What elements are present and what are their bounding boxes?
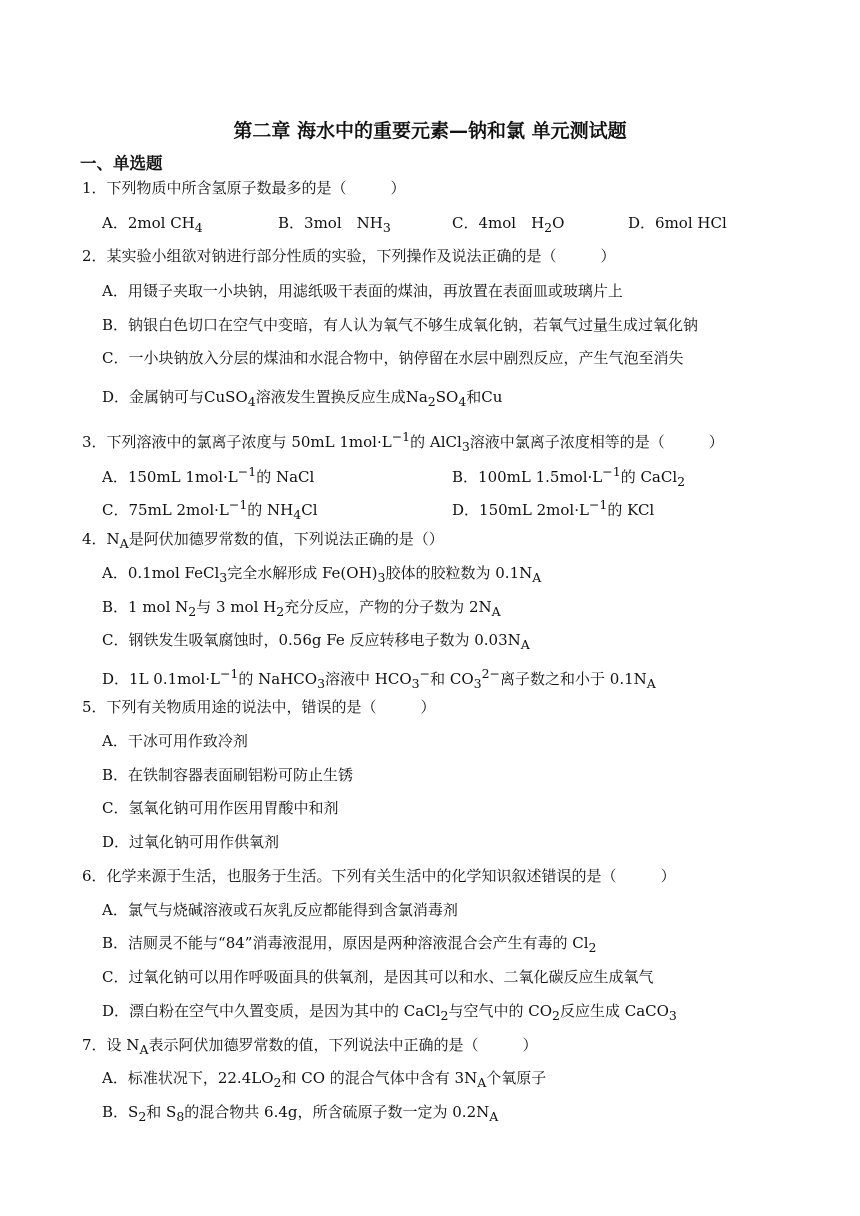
- question-5-option-a: A．干冰可用作致冷剂: [102, 732, 248, 750]
- question-1-option-d: D．6mol HCl: [628, 214, 727, 232]
- question-3-option-d: D．150mL $2mol\cdot L^{-1}$的 KCl: [452, 497, 655, 519]
- question-2-option-b: B．钠银白色切口在空气中变暗，有人认为氧气不够生成氧化钠，若氧气过量生成过氧化钠: [102, 316, 699, 334]
- question-4-option-a: A．0.1mol FeCl$_3$完全水解形成 $Fe(OH)_3$胶体的胶粒数为 $0.1N_A$: [102, 564, 542, 585]
- question-1-option-a: A．2mol $CH_4$: [102, 214, 203, 235]
- page-title: 第二章 海水中的重要元素—钠和氯 单元测试题: [233, 120, 627, 142]
- question-4-option-b: B．1 mol $N_2$与 3 mol $H_2$充分反应，产物的分子数为 $2N_A$: [102, 598, 501, 619]
- question-6-option-b: B．洁厕灵不能与“84”消毒液混用，原因是两种溶液混合会产生有毒的 $Cl_2$: [102, 934, 597, 955]
- question-7-option-b: B．$S_2$和 $S_8$的混合物共 6.4g，所含硫原子数一定为 $0.2N_A$: [102, 1103, 499, 1124]
- question-3-option-a: A．150mL $1mol\cdot L^{-1}$的 NaCl: [102, 464, 315, 486]
- question-6-option-d: D．漂白粉在空气中久置变质，是因为其中的 CaCl$_2$与空气中的 $CO_2$反应生成 CaCO$_3$: [102, 1002, 677, 1023]
- question-7-stem: 7．设 $N_A$表示阿伏加德罗常数的值，下列说法中正确的是（ ）: [82, 1036, 538, 1057]
- question-3-stem: 3．下列溶液中的氯离子浓度与 50mL $1mol\cdot L^{-1}$的 AlCl$_3$溶液中氯离子浓度相等的是（ ）: [82, 429, 724, 454]
- question-5-option-d: D．过氧化钠可用作供氧剂: [102, 833, 280, 851]
- question-1-option-c: C．4mol $H_2O$: [452, 214, 565, 235]
- question-2-option-c: C．一小块钠放入分层的煤油和水混合物中，钠停留在水层中剧烈反应，产生气泡至消失: [102, 349, 684, 367]
- question-3-option-b: B．100mL $1.5mol\cdot L^{-1}$的 CaCl$_2$: [452, 464, 686, 489]
- question-6-stem: 6．化学来源于生活，也服务于生活。下列有关生活中的化学知识叙述错误的是（ ）: [82, 867, 676, 885]
- question-7-option-a: A．标准状况下，$22.4LO_2$和 CO 的混合气体中含有 $3N_A$个氧原子: [102, 1069, 547, 1090]
- question-4-option-c: C．钢铁发生吸氧腐蚀时，0.56g Fe 反应转移电子数为 $0.03N_A$: [102, 631, 530, 652]
- question-2-stem: 2．某实验小组欲对钠进行部分性质的实验，下列操作及说法正确的是（ ）: [82, 247, 616, 265]
- question-3-option-c: C．75mL $2mol\cdot L^{-1}$的 $NH_4Cl$: [102, 497, 318, 522]
- question-1-stem: 1．下列物质中所含氢原子数最多的是（ ）: [82, 179, 406, 197]
- section-heading: 一、单选题: [80, 154, 163, 173]
- question-4-option-d: D．1L $0.1mol\cdot L^{-1}$的 NaHCO$_3$溶液中 $HCO_3^-$和 $CO_3^{2-}$离子数之和小于 $0.1N_A$: [102, 666, 656, 691]
- question-5-stem: 5．下列有关物质用途的说法中，错误的是（ ）: [82, 698, 436, 716]
- question-6-option-c: C．过氧化钠可以用作呼吸面具的供氧剂，是因其可以和水、二氧化碳反应生成氧气: [102, 968, 654, 986]
- question-5-option-c: C．氢氧化钠可用作医用胃酸中和剂: [102, 799, 339, 817]
- question-2-option-a: A．用镊子夹取一小块钠，用滤纸吸干表面的煤油，再放置在表面皿或玻璃片上: [102, 282, 623, 300]
- question-1-option-b: B．3mol $NH_3$: [278, 214, 391, 235]
- question-4-stem: 4．$N_A$是阿伏加德罗常数的值，下列说法正确的是（）: [82, 530, 444, 551]
- question-2-option-d: D．金属钠可与CuSO$_4$溶液发生置换反应生成$Na_2SO_4$和Cu: [102, 388, 503, 409]
- question-5-option-b: B．在铁制容器表面刷铝粉可防止生锈: [102, 766, 354, 784]
- question-6-option-a: A．氯气与烧碱溶液或石灰乳反应都能得到含氯消毒剂: [102, 901, 458, 919]
